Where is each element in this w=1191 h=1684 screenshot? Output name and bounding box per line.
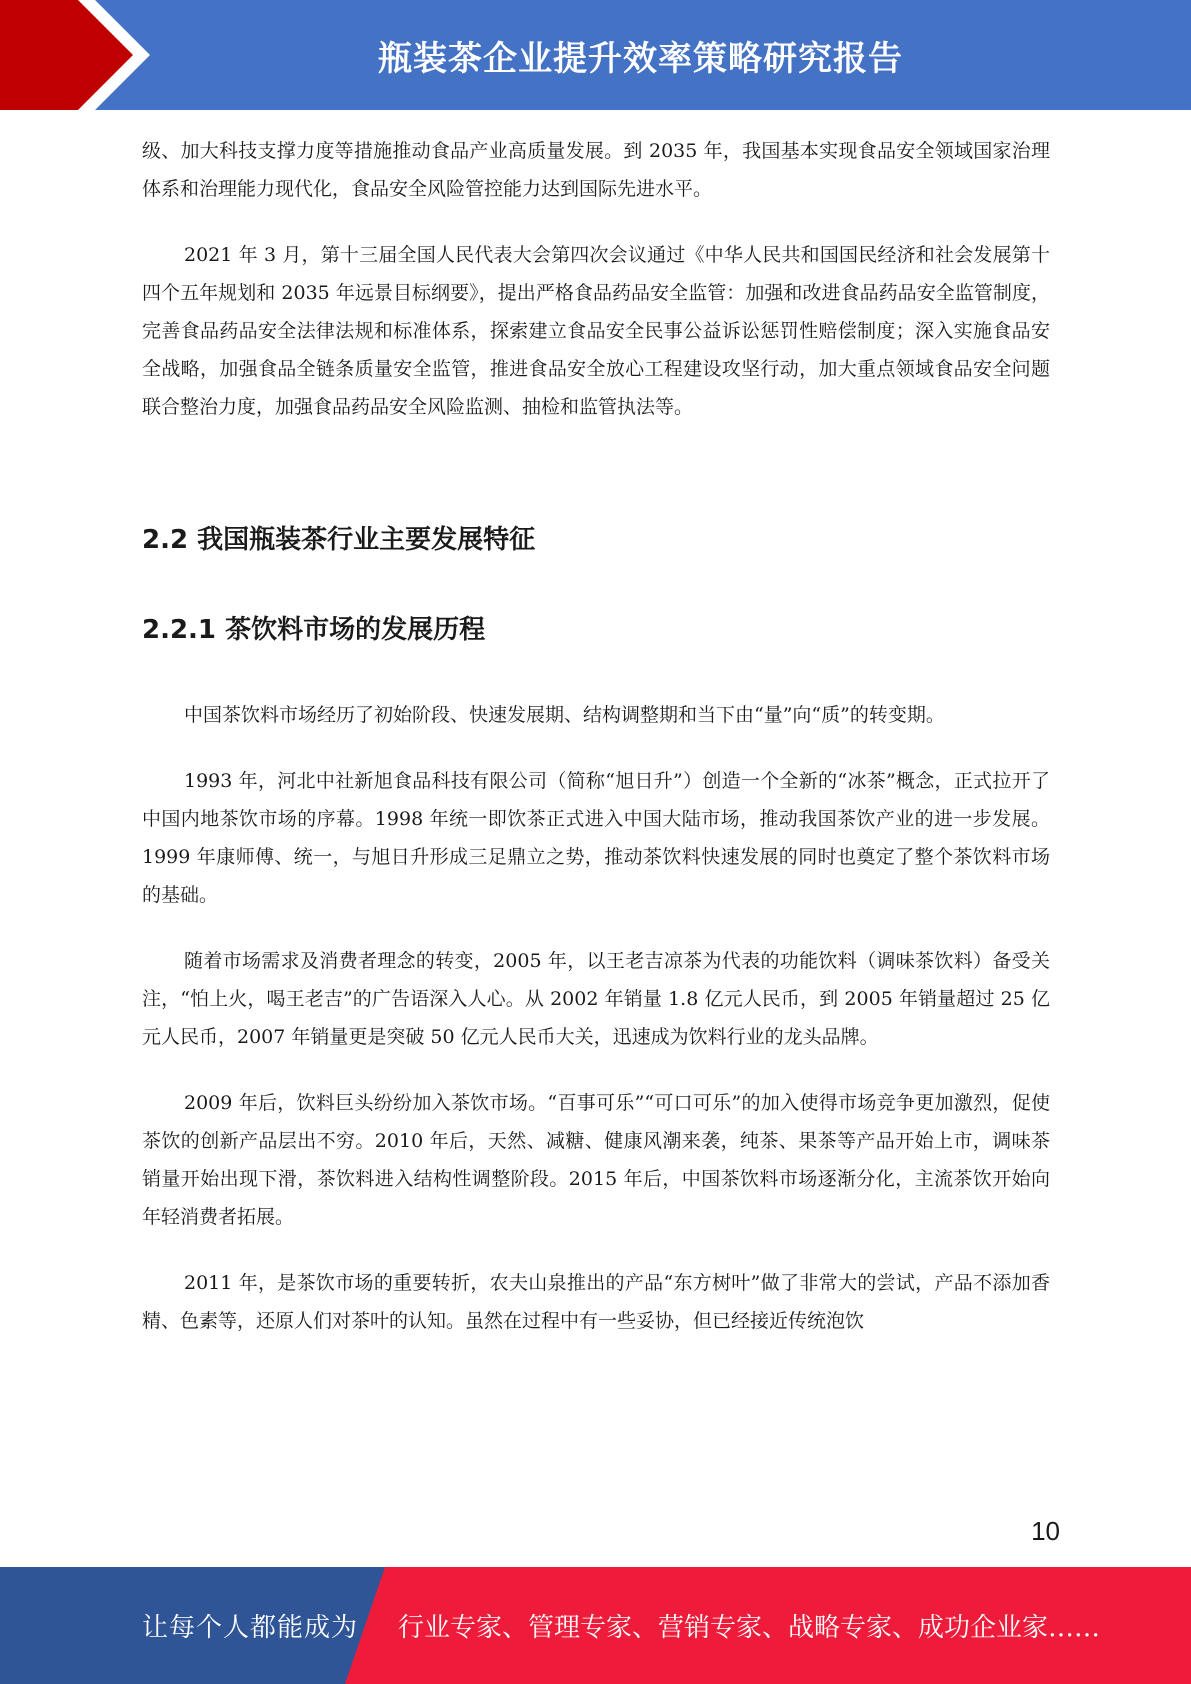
footer-slogan-left: 让每个人都能成为 — [142, 1613, 359, 1643]
section-heading-2-2-1: 2.2.1 茶饮料市场的发展历程 — [142, 615, 486, 645]
paragraph-food-safety-goal: 级、加大科技支撑力度等措施推动食品产业高质量发展。到 2035 年，我国基本实现食品安全领域国家治理体系和治理能力现代化，食品安全风险管控能力达到国际先进水平。 — [142, 140, 1050, 200]
paragraph-five-year-plan: 2021 年 3 月，第十三届全国人民代表大会第四次会议通过《中华人民共和国国民经济和社会发展第十四个五年规划和 2035 年远景目标纲要》，提出严格食品药品安全监管：加强和改进食品药品安全监管制度，完善食品药品安全法律法规和标准体系，探索建立食品安全民事公益诉讼惩罚性赔偿制度；深入实施食品安全战略，加强食品全链条质量安全监管，推进食品安全放心工程建设攻坚行动，加大重点领域食品安全问题联合整治力度，加强食品药品安全风险监测、抽检和监管执法等。 — [142, 244, 1050, 418]
page-header — [0, 0, 1191, 110]
chevron-logo-icon — [0, 0, 160, 110]
paragraph-2005-wanglaoji: 随着市场需求及消费者理念的转变，2005 年，以王老吉凉茶为代表的功能饮料（调味茶饮料）备受关注，“怕上火，喝王老吉”的广告语深入人心。从 2002 年销量 1.8 亿元人民币，到 2005 年销量超过 25 亿元人民币，2007 年销量更是突破 50 亿元人民币大关，迅速成为饮料行业的龙头品牌。 — [142, 950, 1050, 1048]
report-title: 瓶装茶企业提升效率策略研究报告 — [378, 38, 903, 79]
paragraph-1993-history: 1993 年，河北中社新旭食品科技有限公司（简称“旭日升”）创造一个全新的“冰茶”概念，正式拉开了中国内地茶饮市场的序幕。1998 年统一即饮茶正式进入中国大陆市场，推动我国茶饮产业的进一步发展。1999 年康师傅、统一，与旭日升形成三足鼎立之势，推动茶饮料快速发展的同时也奠定了整个茶饮料市场的基础。 — [142, 770, 1050, 906]
paragraph-market-stages: 中国茶饮料市场经历了初始阶段、快速发展期、结构调整期和当下由“量”向“质”的转变期。 — [184, 704, 945, 726]
page-footer — [0, 1567, 1191, 1684]
footer-slogan-right: 行业专家、管理专家、营销专家、战略专家、成功企业家…… — [398, 1613, 1101, 1643]
section-heading-2-2: 2.2 我国瓶装茶行业主要发展特征 — [142, 525, 536, 555]
paragraph-2009-giants: 2009 年后，饮料巨头纷纷加入茶饮市场。“百事可乐”“可口可乐”的加入使得市场竞争更加激烈，促使茶饮的创新产品层出不穷。2010 年后，天然、减糖、健康风潮来袭，纯茶、果茶等产品开始上市，调味茶销量开始出现下滑，茶饮料进入结构性调整阶段。2015 年后，中国茶饮料市场逐渐分化，主流茶饮开始向年轻消费者拓展。 — [142, 1092, 1050, 1228]
document-body — [142, 132, 1050, 1340]
page-number: 10 — [1031, 1516, 1060, 1546]
paragraph-2011-turning-point: 2011 年，是茶饮市场的重要转折，农夫山泉推出的产品“东方树叶”做了非常大的尝试，产品不添加香精、色素等，还原人们对茶叶的认知。虽然在过程中有一些妥协，但已经接近传统泡饮 — [142, 1272, 1050, 1332]
